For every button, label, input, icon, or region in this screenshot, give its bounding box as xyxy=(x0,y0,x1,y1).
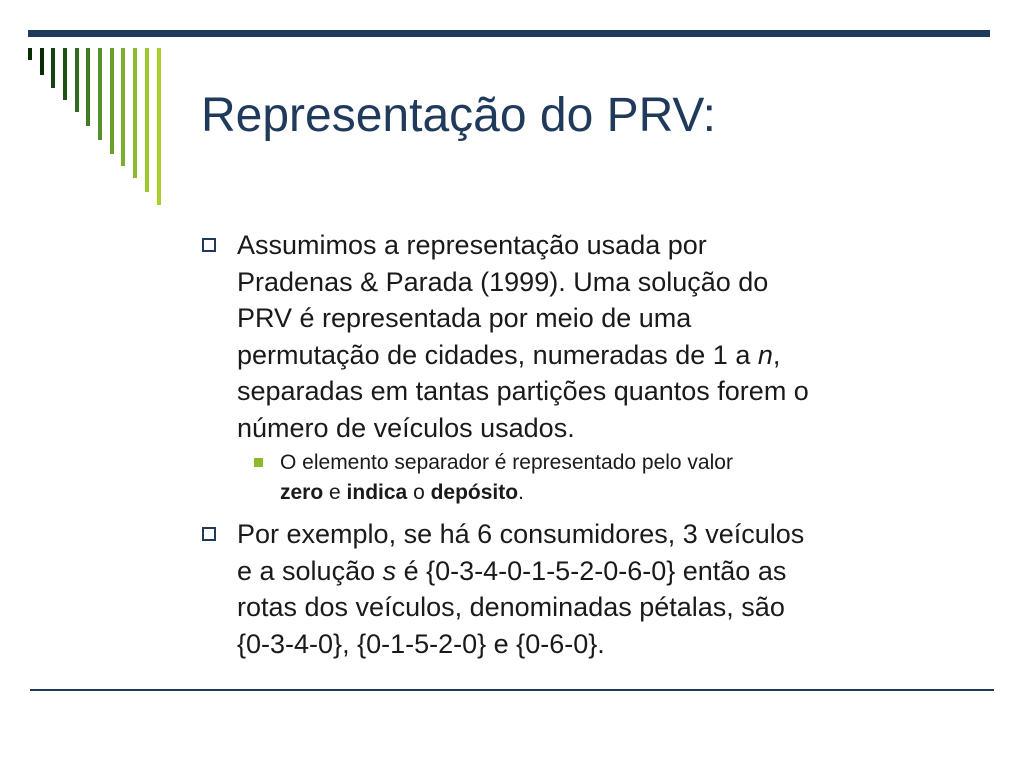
stripe xyxy=(63,48,67,100)
bullet-line xyxy=(237,626,980,663)
stripe xyxy=(86,48,90,126)
stripe xyxy=(133,48,137,178)
bullet-line xyxy=(237,410,980,447)
top-rule xyxy=(28,30,990,37)
bullet-item xyxy=(200,516,980,662)
sub-bullet-item xyxy=(200,448,980,508)
text-run: , xyxy=(772,339,781,370)
bullet-line xyxy=(237,589,980,626)
bullet-line xyxy=(237,227,980,264)
text-run: permutação de cidades, numeradas de 1 a xyxy=(237,339,758,370)
stripe xyxy=(98,48,102,140)
slide-title: Representação do PRV: xyxy=(201,89,716,142)
text-run: separadas em tantas partições quantos forem o xyxy=(237,376,809,406)
bullet-line xyxy=(237,300,980,337)
text-run: PRV é representada por meio de uma xyxy=(237,303,692,333)
text-run: número de veículos usados. xyxy=(237,412,575,443)
italic-variable: n xyxy=(757,339,773,370)
stripe xyxy=(121,48,125,166)
stripe xyxy=(28,48,32,60)
bullet-line xyxy=(237,373,980,410)
text-run: e xyxy=(323,481,347,504)
decorative-stripes xyxy=(28,48,168,208)
bottom-rule xyxy=(30,689,994,691)
text-run: Por exemplo, se há 6 consumidores, 3 veículos xyxy=(237,519,805,549)
text-run: é {0-3-4-0-1-5-2-0-6-0} então as xyxy=(396,555,787,586)
text-run: Pradenas & Parada (1999). Uma solução do xyxy=(237,266,769,297)
stripe xyxy=(157,48,161,205)
text-run: rotas dos veículos, denominadas pétalas, são xyxy=(237,592,785,622)
text-run: e a solução xyxy=(237,555,383,586)
stripe xyxy=(40,48,44,75)
stripe xyxy=(145,48,149,192)
bullet-line xyxy=(237,516,980,553)
bullet-line xyxy=(280,448,980,478)
bullet-line xyxy=(237,337,980,374)
text-run: {0-3-4-0}, {0-1-5-2-0} e {0-6-0}. xyxy=(237,628,605,659)
stripe xyxy=(75,48,79,112)
green-square-bullet-icon xyxy=(254,458,263,467)
text-run: Assumimos a representação usada por xyxy=(237,230,707,260)
slide-body xyxy=(200,227,980,668)
stripe xyxy=(110,48,114,154)
text-run: O elemento separador é representado pelo valor xyxy=(280,451,733,474)
stripe xyxy=(51,48,55,88)
bullet-line xyxy=(280,478,980,508)
bullet-item xyxy=(200,227,980,446)
italic-variable: s xyxy=(382,555,397,586)
hollow-square-bullet-icon xyxy=(202,238,216,252)
hollow-square-bullet-icon xyxy=(202,527,216,541)
text-run: . xyxy=(518,481,524,504)
bold-term: indica xyxy=(346,481,408,504)
text-run: o xyxy=(407,481,431,504)
bullet-line xyxy=(237,264,980,301)
bold-term: depósito xyxy=(430,481,519,504)
bullet-line xyxy=(237,553,980,590)
bold-term: zero xyxy=(280,481,324,504)
